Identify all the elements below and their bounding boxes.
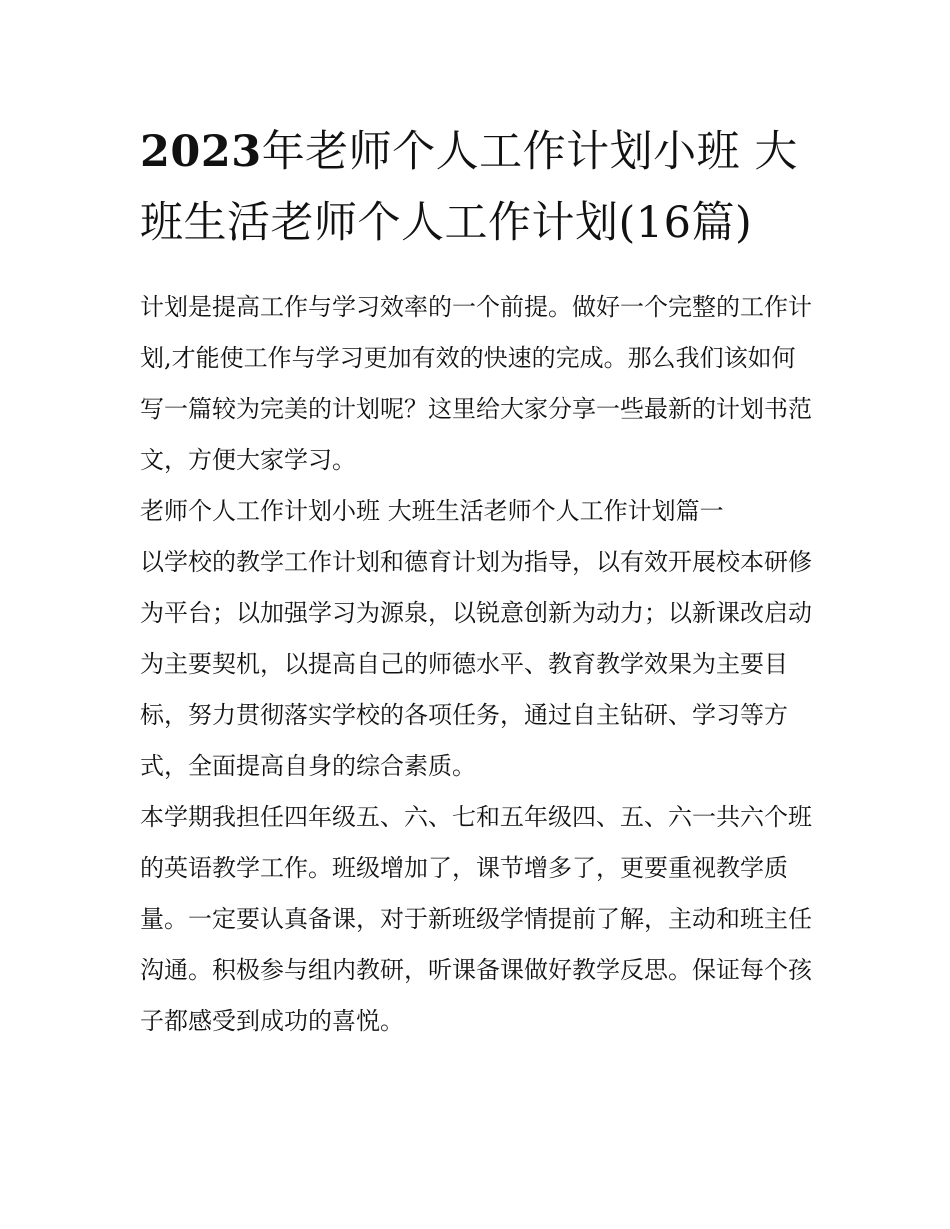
intro-paragraph: 计划是提高工作与学习效率的一个前提。做好一个完整的工作计划,才能使工作与学习更加有效的快速的完成。那么我们该如何写一篇较为完美的计划呢？这里给大家分享一些最新的计划书范文，方便大家学习。 [140,293,812,474]
document-title: 2023年老师个人工作计划小班 大班生活老师个人工作计划(16篇) [140,127,798,248]
document-page [140,117,812,1047]
body-paragraph: 本学期我担任四年级五、六、七和五年级四、五、六一共六个班的英语教学工作。班级增加了，课节增多了，更要重视教学质量。一定要认真备课，对于新班级学情提前了解，主动和班主任沟通。积极参与组内教研，听课备课做好教学反思。保证每个孩子都感受到成功的喜悦。 [140,803,812,1035]
section-heading: 老师个人工作计划小班 大班生活老师个人工作计划篇一 [140,497,724,525]
body-paragraph: 以学校的教学工作计划和德育计划为指导，以有效开展校本研修为平台；以加强学习为源泉，以锐意创新为动力；以新课改启动为主要契机，以提高自己的师德水平、教育教学效果为主要目标，努力贯彻落实学校的各项任务，通过自主钻研、学习等方式，全面提高自身的综合素质。 [140,548,812,780]
document-body [140,282,812,1047]
